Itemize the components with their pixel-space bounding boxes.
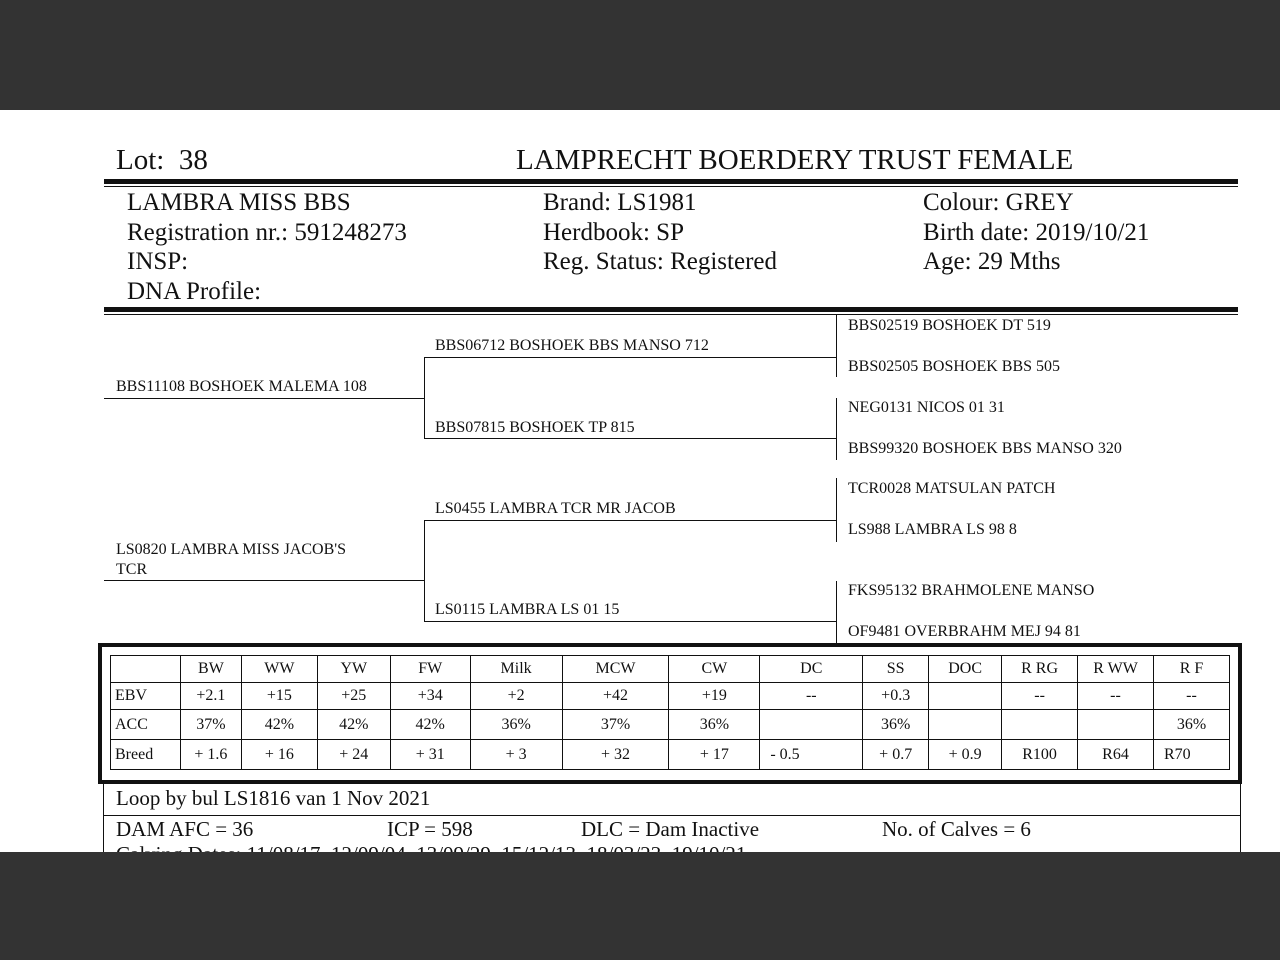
info-thin-rule xyxy=(104,314,1238,315)
loop-note: Loop by bul LS1816 van 1 Nov 2021 xyxy=(116,786,431,810)
breed-cell: - 0.5 xyxy=(760,740,863,770)
ebv-cell: -- xyxy=(1153,683,1229,710)
ebv-header-cell: R F xyxy=(1153,656,1229,683)
ebv-cell: -- xyxy=(760,683,863,710)
icp-value: ICP = 598 xyxy=(387,817,473,841)
pedigree-ddd: OF9481 OVERBRAHM MEJ 94 81 xyxy=(848,623,1081,640)
acc-cell: 36% xyxy=(669,710,760,740)
acc-row xyxy=(111,710,1230,740)
ebv-cell: -- xyxy=(1078,683,1154,710)
dam-afc: DAM AFC = 36 xyxy=(116,817,254,841)
pedigree-sire-dam: BBS07815 BOSHOEK TP 815 xyxy=(435,419,635,436)
ebv-row-label: EBV xyxy=(111,683,181,710)
acc-cell: 37% xyxy=(180,710,241,740)
ebv-header-cell: DOC xyxy=(929,656,1002,683)
ebv-header-cell: R WW xyxy=(1078,656,1154,683)
pedigree-dsd: LS988 LAMBRA LS 98 8 xyxy=(848,521,1017,538)
breed-cell: + 16 xyxy=(241,740,317,770)
ebv-cell: -- xyxy=(1002,683,1078,710)
pedigree-dam-sire: LS0455 LAMBRA TCR MR JACOB xyxy=(435,500,676,517)
reg-status-field: Reg. Status: Registered xyxy=(543,248,777,275)
pedigree-sss: BBS02519 BOSHOEK DT 519 xyxy=(848,317,1051,334)
header-thick-rule xyxy=(104,179,1238,184)
animal-info-middle xyxy=(543,188,777,277)
dam-sire-line xyxy=(424,520,836,521)
ebv-cell: +25 xyxy=(317,683,390,710)
dam-bracket xyxy=(424,520,425,622)
acc-cell: 42% xyxy=(317,710,390,740)
pedigree-sdd: BBS99320 BOSHOEK BBS MANSO 320 xyxy=(848,440,1122,457)
sire-dam-line xyxy=(424,438,836,439)
ebv-header-cell: MCW xyxy=(562,656,669,683)
acc-cell: 37% xyxy=(562,710,669,740)
breed-cell: + 31 xyxy=(390,740,470,770)
breed-cell: + 17 xyxy=(669,740,760,770)
sire-bracket xyxy=(424,357,425,439)
page-title: LAMPRECHT BOERDERY TRUST FEMALE xyxy=(516,144,1074,176)
bottom-dark-bar xyxy=(0,852,1280,960)
sire-sire-line xyxy=(424,357,836,358)
acc-cell: 42% xyxy=(241,710,317,740)
pedigree-sds: NEG0131 NICOS 01 31 xyxy=(848,399,1005,416)
pedigree-ssd: BBS02505 BOSHOEK BBS 505 xyxy=(848,358,1061,375)
registration-number: Registration nr.: 591248273 xyxy=(127,218,407,246)
breed-row xyxy=(111,740,1230,770)
dna-profile-field: DNA Profile: xyxy=(127,277,262,305)
ebv-cell: +2 xyxy=(470,683,562,710)
ss-bracket xyxy=(836,315,837,377)
acc-cell xyxy=(1078,710,1154,740)
lot-number: 38 xyxy=(178,144,208,176)
pedigree-dss: TCR0028 MATSULAN PATCH xyxy=(848,480,1056,497)
sire-line xyxy=(104,398,424,399)
ebv-cell: +0.3 xyxy=(863,683,929,710)
acc-row-label: ACC xyxy=(111,710,181,740)
ebv-cell: +34 xyxy=(390,683,470,710)
acc-cell: 42% xyxy=(390,710,470,740)
breed-cell: + 24 xyxy=(317,740,390,770)
dlc-value: DLC = Dam Inactive xyxy=(581,817,760,841)
no-of-calves: No. of Calves = 6 xyxy=(882,817,1031,841)
breed-cell: + 3 xyxy=(470,740,562,770)
acc-cell xyxy=(929,710,1002,740)
ebv-cell xyxy=(929,683,1002,710)
breed-row-label: Breed xyxy=(111,740,181,770)
acc-cell: 36% xyxy=(470,710,562,740)
top-dark-bar xyxy=(0,0,1280,110)
ebv-box xyxy=(98,643,1242,784)
pedigree-dam xyxy=(116,540,346,580)
pedigree-dam-line1: LS0820 LAMBRA MISS JACOB'S xyxy=(116,541,347,558)
ebv-header-cell: DC xyxy=(760,656,863,683)
colour-field: Colour: GREY xyxy=(923,189,1074,216)
lot-heading xyxy=(116,144,208,177)
dam-line xyxy=(104,580,424,581)
pedigree-dam-line2: TCR xyxy=(116,561,148,578)
insp-field: INSP: xyxy=(127,248,189,275)
animal-name: LAMBRA MISS BBS xyxy=(127,189,351,216)
ebv-header-cell xyxy=(111,656,181,683)
ebv-header-row xyxy=(111,656,1230,683)
lot-label: Lot: xyxy=(116,144,165,176)
ebv-row xyxy=(111,683,1230,710)
herdbook-field: Herdbook: SP xyxy=(543,218,684,246)
ebv-header-cell: SS xyxy=(863,656,929,683)
ebv-header-cell: CW xyxy=(669,656,760,683)
ebv-cell: +2.1 xyxy=(180,683,241,710)
ebv-header-cell: FW xyxy=(390,656,470,683)
ebv-cell: +19 xyxy=(669,683,760,710)
info-thick-rule xyxy=(104,307,1238,312)
acc-cell: 36% xyxy=(1153,710,1229,740)
breed-cell: + 1.6 xyxy=(180,740,241,770)
notes-divider xyxy=(104,815,1240,816)
ebv-header-cell: Milk xyxy=(470,656,562,683)
pedigree-sire-sire: BBS06712 BOSHOEK BBS MANSO 712 xyxy=(435,337,709,354)
animal-info-left xyxy=(127,188,407,306)
ebv-header-cell: BW xyxy=(180,656,241,683)
brand-field: Brand: LS1981 xyxy=(543,189,697,216)
breed-cell: R100 xyxy=(1002,740,1078,770)
age-field: Age: 29 Mths xyxy=(923,248,1061,275)
ebv-header-cell: WW xyxy=(241,656,317,683)
acc-cell xyxy=(1002,710,1078,740)
sd-bracket xyxy=(836,398,837,460)
breed-cell: R70 xyxy=(1153,740,1229,770)
breed-cell: + 0.7 xyxy=(863,740,929,770)
breed-cell: + 0.9 xyxy=(929,740,1002,770)
animal-info-right xyxy=(923,188,1149,277)
ebv-cell: +42 xyxy=(562,683,669,710)
catalogue-page xyxy=(0,110,1280,852)
pedigree-dam-dam: LS0115 LAMBRA LS 01 15 xyxy=(435,601,620,618)
pedigree-sire: BBS11108 BOSHOEK MALEMA 108 xyxy=(116,378,367,395)
ebv-header-cell: YW xyxy=(317,656,390,683)
dam-dam-line xyxy=(424,621,836,622)
acc-cell xyxy=(760,710,863,740)
ebv-header-cell: R RG xyxy=(1002,656,1078,683)
ds-bracket xyxy=(836,478,837,542)
ebv-table xyxy=(110,655,1230,770)
breed-cell: + 32 xyxy=(562,740,669,770)
pedigree-dds: FKS95132 BRAHMOLENE MANSO xyxy=(848,582,1095,599)
dd-bracket xyxy=(836,581,837,643)
breed-cell: R64 xyxy=(1078,740,1154,770)
birth-date-field: Birth date: 2019/10/21 xyxy=(923,218,1150,246)
acc-cell: 36% xyxy=(863,710,929,740)
header-thin-rule xyxy=(104,186,1238,187)
ebv-cell: +15 xyxy=(241,683,317,710)
